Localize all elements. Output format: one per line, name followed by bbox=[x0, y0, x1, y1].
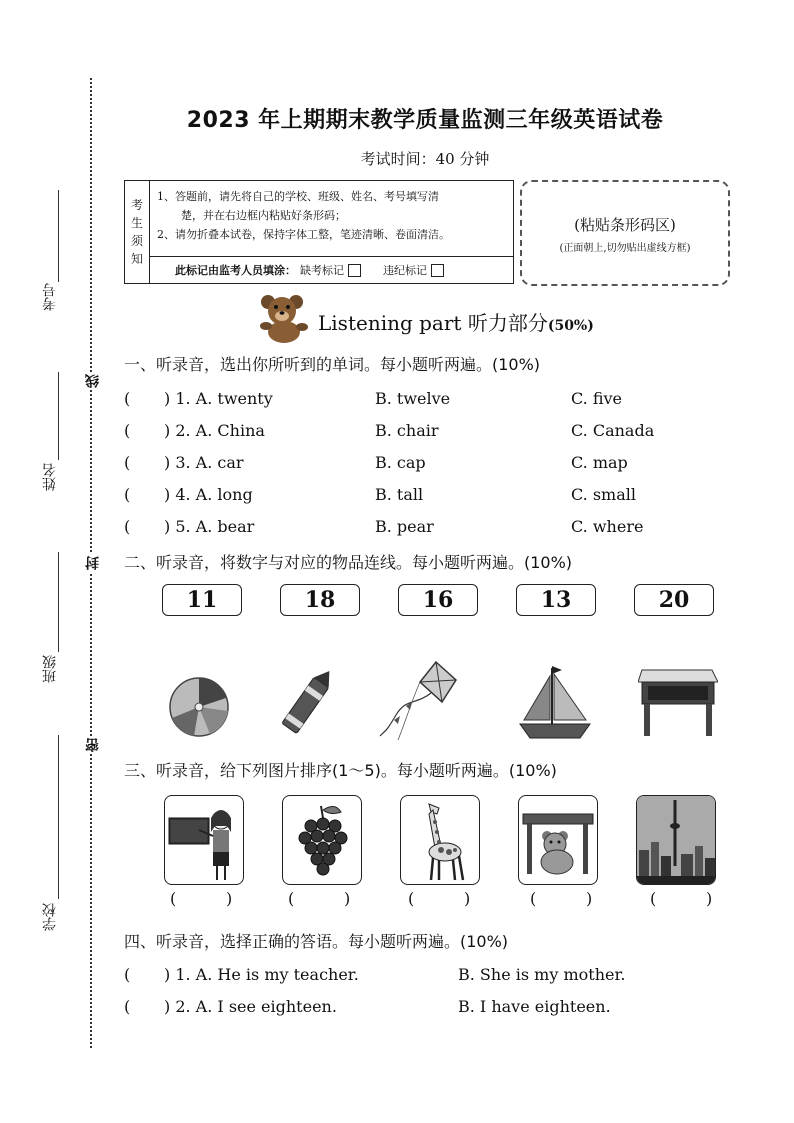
absent-mark-label: 缺考标记 bbox=[300, 264, 344, 277]
question-option-a: ) 1. A. He is my teacher. bbox=[164, 965, 359, 984]
page-title: 2023 年上期期末教学质量监测三年级英语试卷 bbox=[186, 108, 664, 133]
picture-card-2[interactable] bbox=[282, 795, 362, 885]
notice-line: 楚，并在右边框内粘贴好条形码； bbox=[181, 209, 346, 222]
ball-icon[interactable] bbox=[168, 676, 230, 738]
question-option-a: ) 5. A. bear bbox=[164, 517, 255, 536]
candidate-notice bbox=[124, 180, 514, 284]
paren-open: ( bbox=[408, 889, 415, 908]
question-option-a: ) 3. A. car bbox=[164, 453, 244, 472]
question-option-c: C. where bbox=[571, 517, 644, 536]
part-percent: (50%) bbox=[547, 318, 594, 334]
question-option-b: B. chair bbox=[375, 421, 439, 440]
desk-icon[interactable] bbox=[638, 666, 718, 738]
part-title-text: Listening part 听力部分 bbox=[318, 311, 548, 335]
paren-close: ) bbox=[344, 889, 351, 908]
paren-close: ) bbox=[586, 889, 593, 908]
notice-head-char: 生 bbox=[130, 216, 143, 230]
question-option-b: B. She is my mother. bbox=[458, 965, 626, 984]
number-box[interactable]: 13 bbox=[516, 584, 596, 616]
paren-open: ( bbox=[530, 889, 537, 908]
paren-open: ( bbox=[288, 889, 295, 908]
bear-under-desk-icon bbox=[519, 796, 597, 884]
question-option-b: B. I have eighteen. bbox=[458, 997, 611, 1016]
section-3-heading: 三、听录音，给下列图片排序(1～5)。每小题听两遍。(10%) bbox=[124, 761, 557, 780]
question-option-b: B. pear bbox=[375, 517, 434, 536]
notice-line: 2、请勿折叠本试卷，保持字体工整，笔迹清晰、卷面清洁。 bbox=[157, 228, 450, 241]
number-box[interactable]: 18 bbox=[280, 584, 360, 616]
exam-no-line[interactable] bbox=[58, 190, 59, 282]
notice-head bbox=[125, 181, 150, 283]
notice-footer bbox=[149, 256, 513, 283]
paren-open: ( bbox=[650, 889, 657, 908]
barcode-label: (粘贴条形码区) bbox=[574, 216, 676, 234]
section-4-heading: 四、听录音，选择正确的答语。每小题听两遍。(10%) bbox=[124, 932, 509, 951]
picture-card-1[interactable] bbox=[164, 795, 244, 885]
paren-close: ) bbox=[706, 889, 713, 908]
violation-checkbox[interactable] bbox=[431, 264, 444, 277]
cut-mark-seal: 封 bbox=[85, 556, 101, 570]
question-option-b: B. cap bbox=[375, 453, 426, 472]
section-1-heading: 一、听录音，选出你所听到的单词。每小题听两遍。(10%) bbox=[124, 355, 541, 374]
teddy-bear-icon bbox=[258, 294, 310, 344]
picture-card-4[interactable] bbox=[518, 795, 598, 885]
exam-time: 考试时间：40 分钟 bbox=[360, 150, 490, 168]
question-option-a: ) 1. A. twenty bbox=[164, 389, 273, 408]
number-box[interactable]: 16 bbox=[398, 584, 478, 616]
name-label: 姓名 bbox=[42, 463, 58, 491]
exam-no-label: 考号 bbox=[42, 283, 58, 311]
number-box[interactable]: 20 bbox=[634, 584, 714, 616]
barcode-hint: (正面朝上,切勿贴出虚线方框) bbox=[559, 243, 691, 254]
question-option-c: C. map bbox=[571, 453, 628, 472]
paren-close: ) bbox=[226, 889, 233, 908]
notice-body bbox=[157, 187, 507, 244]
part-title bbox=[318, 307, 594, 336]
grapes-icon bbox=[283, 796, 361, 884]
answer-paren[interactable]: ( bbox=[124, 389, 131, 408]
question-option-c: C. Canada bbox=[571, 421, 655, 440]
answer-paren[interactable]: ( bbox=[124, 421, 131, 440]
cn-tower-icon bbox=[637, 796, 715, 884]
barcode-area[interactable] bbox=[520, 180, 730, 286]
kite-icon[interactable] bbox=[376, 660, 458, 742]
question-option-a: ) 2. A. China bbox=[164, 421, 265, 440]
paren-open: ( bbox=[170, 889, 177, 908]
answer-paren[interactable]: ( bbox=[124, 453, 131, 472]
paren-close: ) bbox=[464, 889, 471, 908]
question-option-b: B. tall bbox=[375, 485, 424, 504]
notice-head-char: 知 bbox=[130, 252, 143, 266]
answer-paren[interactable]: ( bbox=[124, 517, 131, 536]
cut-mark-secret: 密 bbox=[85, 738, 101, 752]
picture-card-5[interactable] bbox=[636, 795, 716, 885]
school-label: 学校 bbox=[42, 903, 58, 931]
teacher-icon bbox=[165, 796, 243, 884]
notice-head-char: 考 bbox=[130, 198, 143, 212]
question-option-a: ) 2. A. I see eighteen. bbox=[164, 997, 337, 1016]
section-2-heading: 二、听录音，将数字与对应的物品连线。每小题听两遍。(10%) bbox=[124, 553, 573, 572]
answer-paren[interactable]: ( bbox=[124, 965, 131, 984]
question-option-c: C. small bbox=[571, 485, 636, 504]
violation-mark-label: 违纪标记 bbox=[383, 264, 427, 277]
answer-paren[interactable]: ( bbox=[124, 485, 131, 504]
giraffe-icon bbox=[401, 796, 479, 884]
school-line[interactable] bbox=[58, 735, 59, 899]
name-line[interactable] bbox=[58, 372, 59, 460]
crayon-icon[interactable] bbox=[278, 664, 336, 742]
answer-paren[interactable]: ( bbox=[124, 997, 131, 1016]
boat-icon[interactable] bbox=[518, 662, 592, 742]
class-label: 班级 bbox=[42, 655, 58, 683]
question-option-c: C. five bbox=[571, 389, 623, 408]
notice-head-char: 须 bbox=[130, 234, 143, 248]
class-line[interactable] bbox=[58, 552, 59, 652]
question-option-b: B. twelve bbox=[375, 389, 451, 408]
absent-checkbox[interactable] bbox=[348, 264, 361, 277]
cut-mark-line: 线 bbox=[85, 374, 101, 388]
picture-card-3[interactable] bbox=[400, 795, 480, 885]
marking-label: 此标记由监考人员填涂： bbox=[175, 264, 296, 277]
number-box[interactable]: 11 bbox=[162, 584, 242, 616]
notice-line: 1、答题前，请先将自己的学校、班级、姓名、考号填写清 bbox=[157, 190, 439, 203]
question-option-a: ) 4. A. long bbox=[164, 485, 253, 504]
